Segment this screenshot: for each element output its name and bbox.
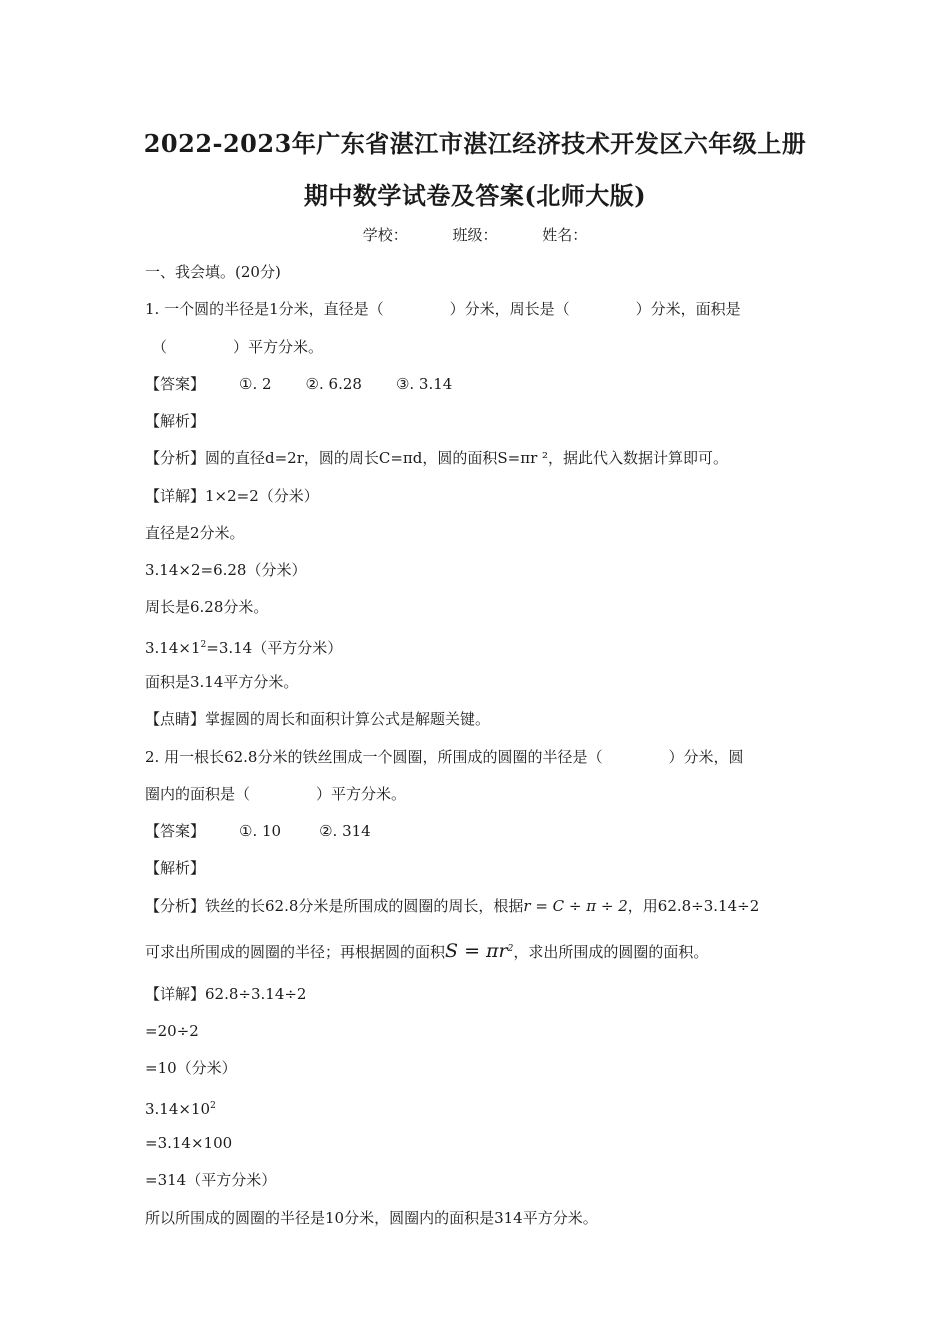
question-2-detail: 【详解】62.8÷3.14÷2 [145, 985, 307, 1003]
question-1-area-result: 面积是3.14平方分米。 [145, 673, 299, 691]
question-1-step: 直径是2分米。 [145, 524, 245, 542]
question-2-jiexi-label: 【解析】 [145, 859, 206, 877]
question-2-step: =314（平方分米） [145, 1171, 277, 1189]
question-2-text-line1: 2. 用一根长62.8分米的铁丝围成一个圆圈，所围成的圆圈的半径是（ ）分米，圆 [145, 748, 744, 766]
student-info-row [0, 224, 950, 245]
section-heading: 一、我会填。(20分) [145, 263, 281, 281]
question-1-detail: 【详解】1×2=2（分米） [145, 487, 319, 505]
question-2-analysis-line2: 可求出所围成的圆圈的半径；再根据圆的面积$S = \pi r^2$，求出所围成的圆圈的面积。 [145, 940, 709, 962]
question-1-text-line2: （ ）平方分米。 [152, 338, 324, 356]
question-2-conclusion: 所以所围成的圆圈的半径是10分米，圆圈内的面积是314平方分米。 [145, 1209, 598, 1227]
formula-area: $S = \pi r^2$ [445, 940, 514, 962]
school-label: 学校： [362, 226, 408, 244]
name-label: 姓名： [542, 226, 588, 244]
question-2-text-line2: 圈内的面积是（ ）平方分米。 [145, 785, 407, 803]
question-2-analysis-line1: 【分析】铁丝的长62.8分米是所围成的圆圈的周长，根据r = C ÷ π ÷ 2，用62.8÷3.14÷2 [145, 897, 760, 915]
question-2-step: =3.14×100 [145, 1134, 233, 1152]
document-title-line1: 2022-2023年广东省湛江市湛江经济技术开发区六年级上册 [143, 129, 807, 158]
document-title-line2: 期中数学试卷及答案(北师大版) [303, 181, 647, 210]
question-1-answer: 【答案】 ①. 2 ②. 6.28 ③. 3.14 [145, 375, 453, 393]
question-2-step: $3.14\times 10^2$ [145, 1100, 216, 1118]
question-1-dianjing: 【点睛】掌握圆的周长和面积计算公式是解题关键。 [145, 710, 491, 728]
question-1-step: 3.14×2=6.28（分米） [145, 561, 307, 579]
question-2-step: =10（分米） [145, 1059, 237, 1077]
question-2-answer: 【答案】 ①. 10 ②. 314 [145, 822, 371, 840]
question-1-text-line1: 1. 一个圆的半径是1分米，直径是（ ）分米，周长是（ ）分米，面积是 [145, 300, 741, 318]
question-1-jiexi-label: 【解析】 [145, 412, 206, 430]
question-2-step: =20÷2 [145, 1022, 199, 1040]
formula-radius: r = C ÷ π ÷ 2 [523, 897, 628, 915]
question-1-analysis: 【分析】圆的直径d=2r，圆的周长C=πd，圆的面积S=πr ²，据此代入数据计算即可。 [145, 449, 729, 467]
question-1-step: 周长是6.28分米。 [145, 598, 269, 616]
class-label: 班级： [452, 226, 498, 244]
question-1-area-calc: $3.14\times 1^2=3.14$（平方分米） [145, 639, 343, 657]
